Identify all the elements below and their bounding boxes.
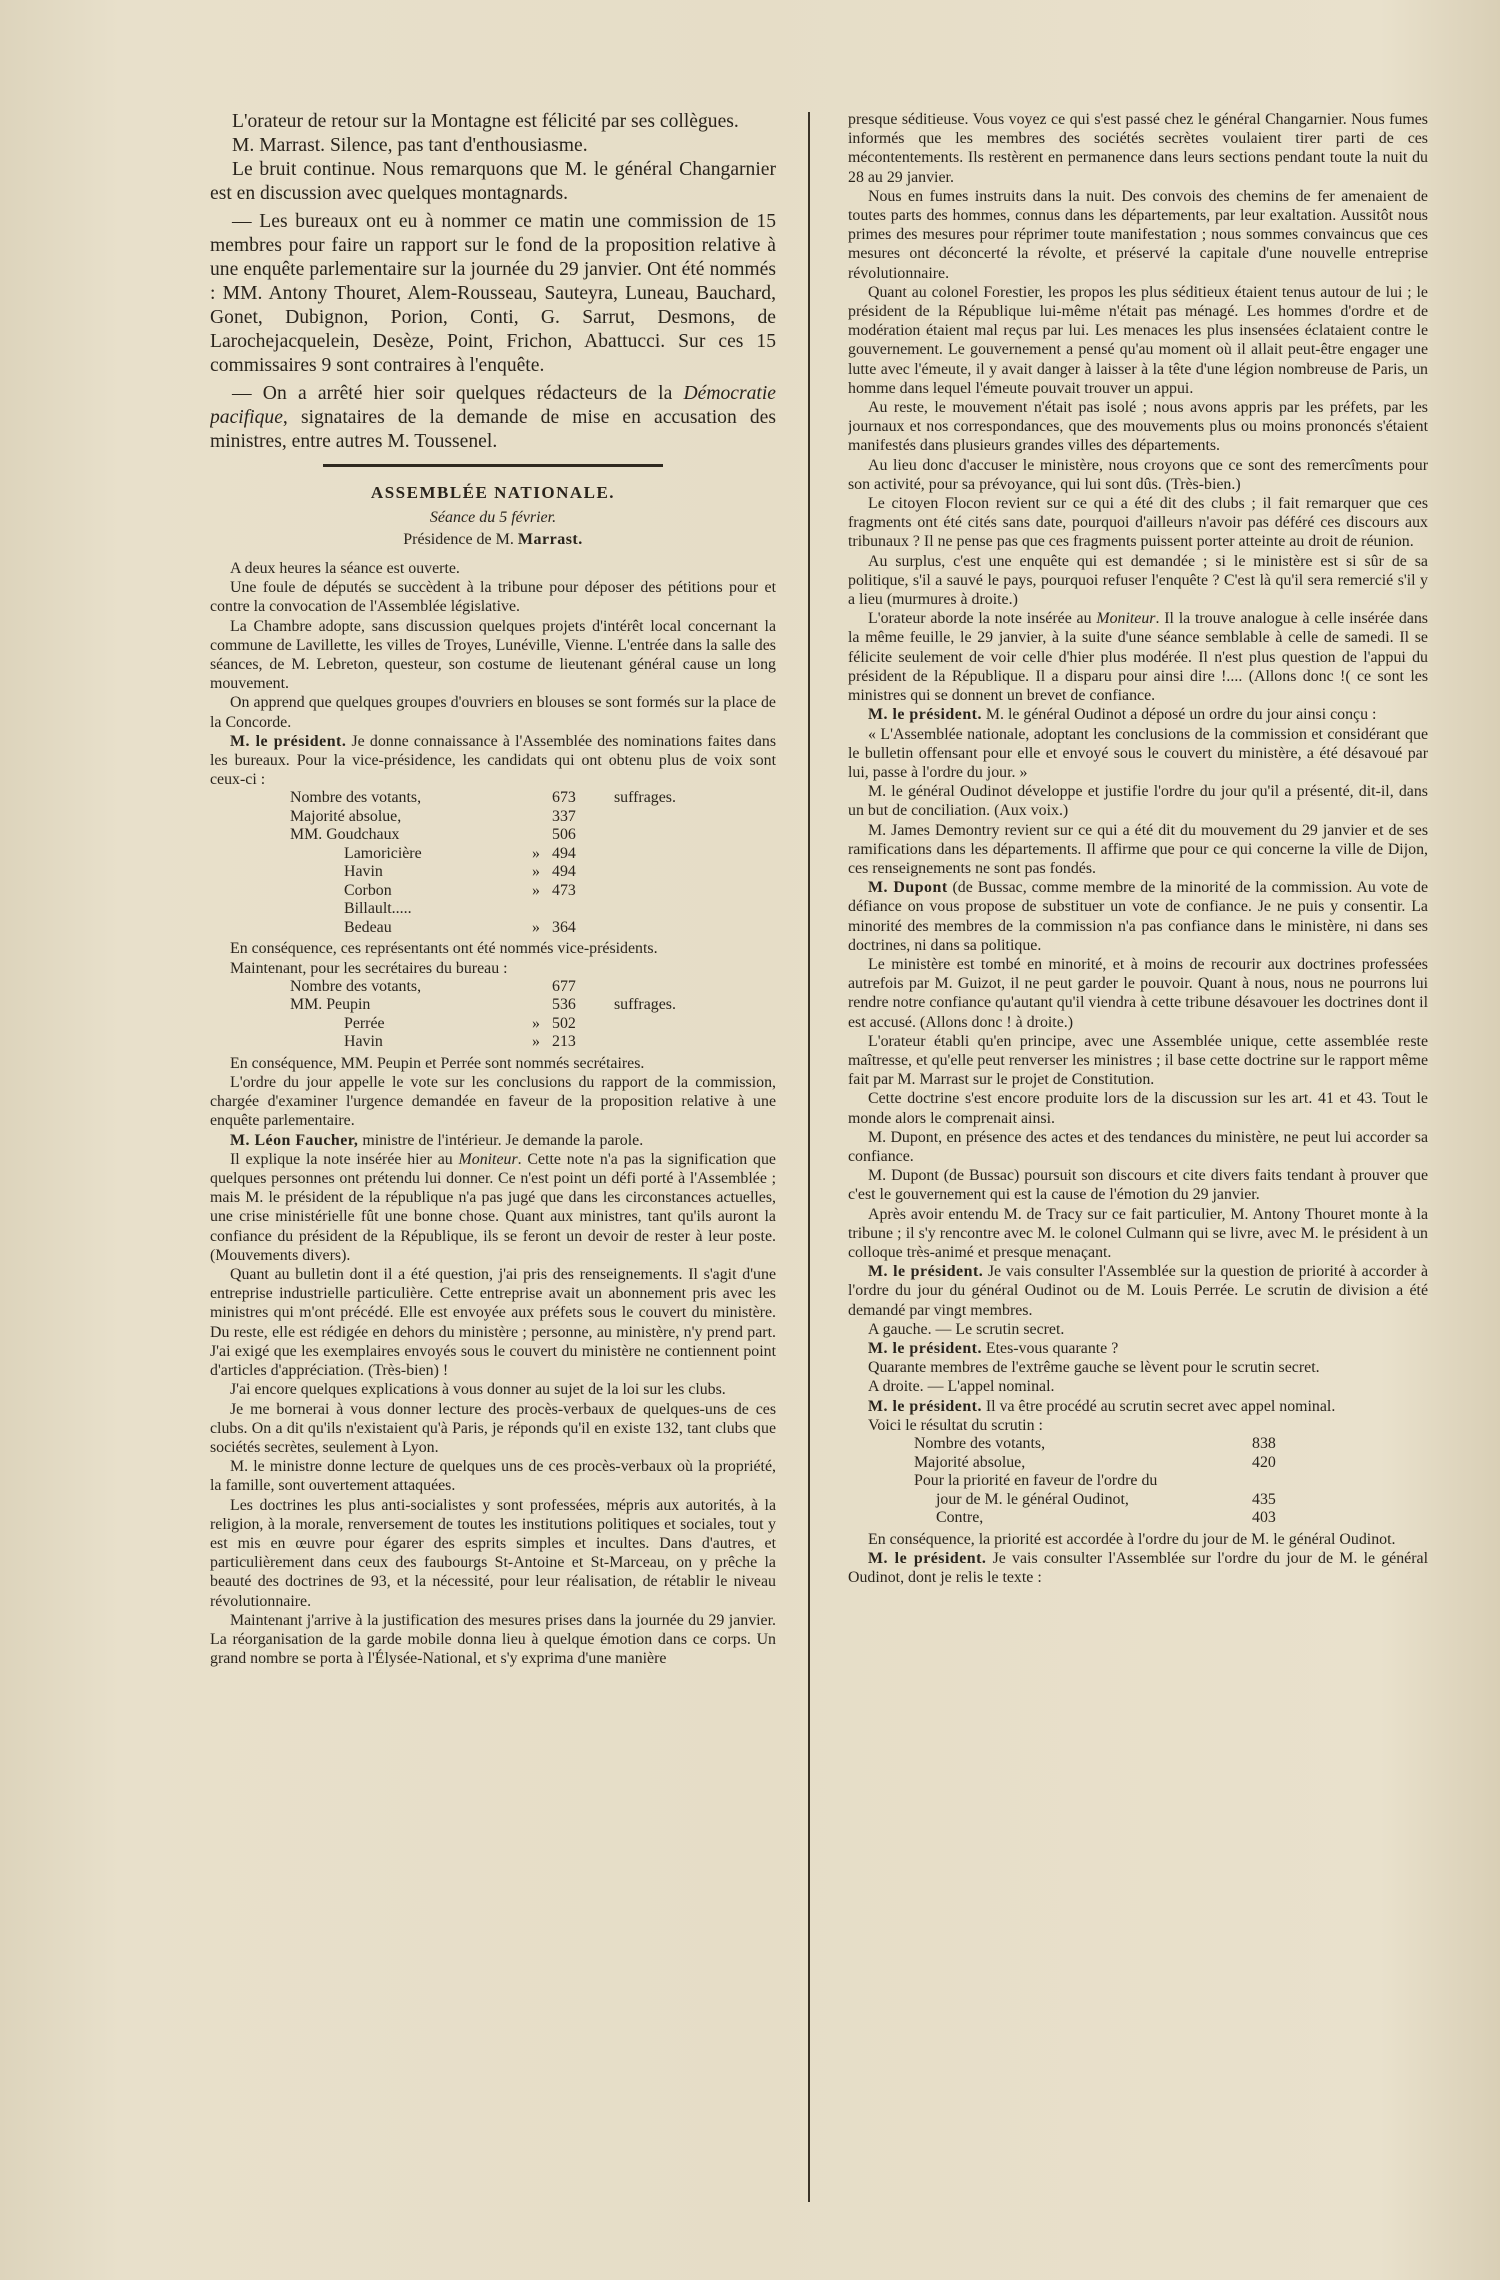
paragraph: M. le ministre donne lecture de quelques uns de ces procès-verbaux où la propriété, la famille, sont ouvertement attaquées.	[210, 1458, 776, 1495]
cell	[1252, 1472, 1284, 1491]
cell: 838	[1252, 1435, 1276, 1453]
cell	[614, 826, 720, 845]
cell: 677	[552, 977, 576, 995]
cell: MM. Peupin	[290, 996, 371, 1014]
cell	[614, 1033, 720, 1052]
cell: »	[532, 844, 540, 862]
cell: Havin	[344, 863, 383, 881]
paragraph: L'ordre du jour appelle le vote sur les conclusions du rapport de la commission, chargée d'examiner l'urgence demandée en faveur de la proposition relative à une enquête parlementaire.	[210, 1074, 776, 1130]
table-row	[290, 882, 720, 901]
paragraph: Voici le résultat du scrutin :	[868, 1416, 1043, 1434]
cell	[552, 900, 614, 919]
cell: »	[532, 1033, 540, 1051]
paragraph: Au reste, le mouvement n'était pas isolé ; nous avons appris par les préfets, par les journaux et nos correspondances, que des mouvements plus ou moins prononcés s'étaient manifestés dans plusieurs grandes villes des départements.	[848, 399, 1428, 455]
newspaper-title: Démocratie pacifique	[210, 383, 776, 428]
paragraph: presque séditieuse. Vous voyez ce qui s'est passé chez le général Changarnier. Nous fumes informés que les membres des sociétés secrètes voulaient tirer parti de ces mécontentements. Ils restèrent en permanence dans leurs sections pendant toute la nuit du 28 au 29 janvier.	[848, 111, 1428, 186]
newspaper-title: Moniteur	[1096, 610, 1156, 628]
text: Je donne connaissance à l'Assemblée des nominations faites dans les bureaux. Pour la vice-présidence, les candidats qui ont obtenu plus de voix sont ceux-ci :	[210, 732, 776, 789]
cell: 420	[1252, 1453, 1276, 1471]
paragraph: M. Dupont, en présence des actes et des tendances du ministère, ne peut lui accorder sa confiance.	[848, 1128, 1428, 1165]
cell: Majorité absolue,	[914, 1453, 1026, 1471]
paragraph: Le bruit continue. Nous remarquons que M. le général Changarnier est en discussion avec quelques montagnards.	[210, 159, 776, 204]
table-row	[290, 789, 720, 808]
scrutin-results	[914, 1435, 1284, 1528]
paragraph	[848, 1397, 1428, 1416]
chronicle-block	[210, 110, 776, 454]
cell	[614, 978, 720, 997]
paragraph	[848, 705, 1428, 724]
cell: Lamoricière	[344, 844, 422, 862]
table-row	[290, 863, 720, 882]
newspaper-title: Moniteur	[458, 1150, 518, 1168]
table-row	[290, 1033, 720, 1052]
cell: 403	[1252, 1509, 1276, 1527]
cell: 213	[552, 1033, 576, 1051]
paragraph: Nous en fumes instruits dans la nuit. Des convois des chemins de fer amenaient de toutes parts des hommes, connus dans les départements, par leur exaltation. Aussitôt nous primes des mesures pour réprimer toute manifestation ; nous sommes convaincus que ces mesures ont déconcerté la révolte, et préservé la capitale d'une nouvelle entreprise révolutionnaire.	[848, 187, 1428, 282]
cell	[526, 900, 552, 919]
paragraph: Je me bornerai à vous donner lecture des procès-verbaux de quelques-uns de ces clubs. On a dit qu'ils n'existaient qu'à Paris, je réponds qu'il en existe 132, tant clubs que sociétés secrètes, seulement à Lyon.	[210, 1400, 776, 1456]
text: Présidence de M.	[403, 531, 518, 548]
cell: Contre,	[936, 1509, 984, 1527]
paragraph: M. Dupont (de Bussac) poursuit son discours et cite divers faits tendant à prouver que c'est le gouvernement qui est la cause de l'émotion du 29 janvier.	[848, 1167, 1428, 1204]
paragraph: Maintenant j'arrive à la justification des mesures prises dans la journée du 29 janvier. La réorganisation de la garde mobile donna lieu à quelque émotion dans ce corps. Un grand nombre se porta à l'Élysée-National, et s'y exprima d'une manière	[210, 1611, 776, 1668]
paragraph: Quarante membres de l'extrême gauche se lèvent pour le scrutin secret.	[868, 1359, 1320, 1377]
text: Je vais consulter l'Assemblée sur l'ordre du jour de M. le général Oudinot, dont je relis le texte :	[848, 1549, 1428, 1586]
speaker-name: M. Léon Faucher,	[230, 1131, 359, 1149]
speaker-name: M. le président.	[868, 706, 982, 724]
paragraph: Au surplus, c'est une enquête qui est demandée ; si le ministère est si sûr de sa politique, s'il a sauvé le pays, pourquoi refuser l'enquête ? C'est là qu'il sera remercié s'il y a lieu (murmures à droite.)	[848, 552, 1428, 609]
cell: Billault.....	[344, 900, 412, 918]
table-row	[290, 826, 720, 845]
paragraph: En conséquence, ces représentants ont été nommés vice-présidents.	[230, 940, 658, 958]
section-separator	[323, 464, 663, 467]
paragraph	[210, 1150, 776, 1265]
paragraph: A droite. — L'appel nominal.	[868, 1378, 1055, 1396]
cell	[526, 826, 552, 845]
cell: suffrages.	[614, 789, 676, 807]
speaker-name: M. le président.	[868, 1549, 987, 1567]
table-row	[914, 1509, 1284, 1528]
cell	[614, 845, 720, 864]
paragraph: Les doctrines les plus anti-socialistes y sont professées, mépris aux autorités, à la religion, à la morale, renversement de toutes les institutions politiques et sociales, tout y est mis en œuvre pour égarer des esprits simples et incultes. Dans d'autres, et particulièrement dans ceux des faubourgs St-Antoine et St-Marceau, on y prêche la beauté des doctrines de 93, et la nécessité, pour leur réalisation, de rétablir le niveau révolutionnaire.	[210, 1496, 776, 1610]
president-name: Marrast.	[517, 531, 583, 548]
table-row	[290, 996, 720, 1015]
paragraph: Une foule de députés se succèdent à la tribune pour déposer des pétitions pour et contre la convocation de l'Assemblée législative.	[210, 579, 776, 616]
text: Je vais consulter l'Assemblée sur la question de priorité à accorder à l'ordre du jour du général Oudinot ou de M. Louis Perrée. Le scrutin de division a été demandé par vingt membres.	[848, 1263, 1428, 1319]
cell: Pour la priorité en faveur de l'ordre du	[914, 1472, 1158, 1490]
paragraph: — Les bureaux ont eu à nommer ce matin une commission de 15 membres pour faire un rapport sur le fond de la proposition relative à une enquête parlementaire sur la journée du 29 janvier. Ont été nommés : MM. Antony Thouret, Alem-Rousseau, Sauteyra, Luneau, Bauchard, Gonet, Dubignon, Porion, Conti, G. Sarrut, Desmons, de Larochejacquelein, Desèze, Point, Frichon, Abattucci. Sur ces 15 commissaires 9 sont contraires à l'enquête.	[210, 211, 776, 376]
table-row	[290, 978, 720, 997]
paragraph	[848, 609, 1428, 705]
paragraph	[848, 1339, 1428, 1358]
cell: Nombre des votants,	[290, 789, 422, 807]
table-row	[290, 919, 720, 938]
paragraph	[210, 382, 776, 454]
speaker-name: M. le président.	[868, 1340, 982, 1357]
paragraph: L'orateur établi qu'en principe, avec une Assemblée unique, cette assemblée reste maîtresse, et qu'elle peut renverser les ministres ; il base cette doctrine sur le rapport même fait par M. Marrast sur le projet de Constitution.	[848, 1032, 1428, 1089]
cell	[526, 789, 552, 808]
paragraph: On apprend que quelques groupes d'ouvriers en blouses se sont formés sur la place de la Concorde.	[210, 694, 776, 731]
text: (de Bussac, comme membre de la minorité de la commission. Au vote de défiance on vous propose de substituer un vote de confiance. Je ne puis y consentir. La minorité des membres de la commission n'a pas confiance dans le ministère, ni dans ses doctrines, ni dans sa politique.	[848, 879, 1428, 954]
right-column	[848, 110, 1428, 2220]
vice-president-results	[290, 789, 720, 937]
paragraph: L'orateur de retour sur la Montagne est félicité par ses collègues.	[232, 111, 739, 132]
table-row	[290, 900, 720, 919]
cell: Majorité absolue,	[290, 807, 402, 825]
cell: »	[532, 881, 540, 899]
table-row	[290, 808, 720, 827]
paragraph: La Chambre adopte, sans discussion quelques projets d'intérêt local concernant la commune de Lavillette, les villes de Troyes, Lunéville, Vienne. L'entrée dans la salle des séances, de M. Lebreton, questeur, son costume de lieutenant général cause un long mouvement.	[210, 617, 776, 693]
cell: MM. Goudchaux	[290, 826, 400, 844]
cell: »	[532, 1014, 540, 1032]
table-row	[290, 845, 720, 864]
cell	[526, 808, 552, 827]
paragraph: « L'Assemblée nationale, adoptant les conclusions de la commission et considérant que le bulletin offensant pour elle et envoyé sous le couvert du ministère, a été désavoué par lui, passe à l'ordre du jour. »	[848, 725, 1428, 781]
cell	[614, 863, 720, 882]
table-row	[290, 1015, 720, 1034]
text: M. le général Oudinot a déposé un ordre du jour ainsi conçu :	[981, 706, 1377, 724]
speaker-name: M. le président.	[230, 732, 347, 750]
paragraph: A deux heures la séance est ouverte.	[230, 560, 460, 577]
cell: 494	[552, 844, 576, 862]
paragraph: A gauche. — Le scrutin secret.	[868, 1320, 1065, 1338]
table-row	[914, 1491, 1284, 1510]
text: ministre de l'intérieur. Je demande la parole.	[358, 1131, 644, 1149]
cell: suffrages.	[614, 996, 676, 1014]
paragraph: En conséquence, MM. Peupin et Perrée sont nommés secrétaires.	[230, 1054, 645, 1072]
table-row	[914, 1454, 1284, 1473]
paragraph: Maintenant, pour les secrétaires du bureau :	[230, 959, 508, 977]
left-column	[210, 110, 776, 2220]
text: . Il la trouve analogue à celle insérée dans la même feuille, le 29 janvier, à la suite d'une séance semblable à celle de samedi. Il se félicite seulement de voir celle d'hier plus modérée. Il n'est plus question de l'appui du président de la République. Il a disparu pour ainsi dire !.... (Allons donc !( ce sont les ministres qui se donnent un brevet de confiance.	[848, 610, 1428, 705]
cell	[614, 1015, 720, 1034]
paragraph: Quant au bulletin dont il a été question, j'ai pris des renseignements. Il s'agit d'une entreprise industrielle particulière. Cette entreprise avait un abonnement pris avec les ministres qui m'ont précédé. Elle est envoyée aux préfets sous le couvert du ministère. Du reste, elle est rédigée en dehors du ministère ; personne, au ministère, n'y prend part. J'ai exigé que les exemplaires envoyés sous le couvert du ministère ne contiennent point d'articles d'appréciation. (Très-bien) !	[210, 1266, 776, 1380]
cell: Corbon	[344, 881, 392, 899]
cell	[526, 978, 552, 997]
text: Il va être procédé au scrutin secret avec appel nominal.	[981, 1397, 1336, 1415]
cell: Nombre des votants,	[914, 1435, 1046, 1453]
secretary-results	[290, 978, 720, 1052]
paragraph	[210, 1131, 776, 1150]
cell: 364	[552, 918, 576, 936]
text: . Cette note n'a pas la signification que quelques personnes ont prétendu lui donner. Ce n'est point un défi porté à l'Assemblée ; mais M. le président de la république n'a pas jugé que dans les circonstances actuelles, une crise ministérielle fût une bonne chose. Quant aux ministres, tant qu'ils auront la confiance du président de la République, ils se feront un devoir de rester à leur poste. (Mouvements divers).	[210, 1150, 776, 1264]
table-row	[914, 1472, 1284, 1491]
session-report	[210, 483, 776, 1668]
text: L'orateur aborde la note insérée au	[868, 610, 1097, 628]
cell	[614, 919, 720, 938]
presidence-line	[210, 531, 776, 549]
text: , signataires de la demande de mise en accusation des ministres, entre autres M. Toussenel.	[210, 407, 776, 452]
cell: 673	[552, 789, 576, 807]
text: — On a arrêté hier soir quelques rédacteurs de la	[232, 383, 684, 404]
speaker-name: M. le président.	[868, 1397, 982, 1415]
cell	[614, 808, 720, 827]
paragraph: Quant au colonel Forestier, les propos les plus séditieux étaient tenus autour de lui ; le président de la République lui-même n'était pas ménagé. Les hommes d'ordre et de modération étaient mal reçus par lui. Les menaces les plus insensées éclataient contre le gouvernement. Le gouvernement a pensé qu'au moment où il allait peut-être engager une lutte avec l'émeute, il y avait danger à laisser à la tête d'une légion nombreuse de Paris, un homme dans lequel l'émeute pouvait trouver un appui.	[848, 283, 1428, 397]
cell: 536	[552, 996, 576, 1014]
cell: »	[532, 863, 540, 881]
cell: Nombre des votants,	[290, 977, 422, 995]
cell: 506	[552, 826, 576, 844]
paragraph: En conséquence, la priorité est accordée à l'ordre du jour de M. le général Oudinot.	[868, 1530, 1396, 1548]
text: Il explique la note insérée hier au	[230, 1150, 459, 1168]
paragraph: J'ai encore quelques explications à vous donner au sujet de la loi sur les clubs.	[230, 1381, 726, 1399]
cell: Perrée	[344, 1014, 385, 1032]
column-rule	[808, 112, 810, 2202]
cell: Bedeau	[344, 918, 392, 936]
cell: 337	[552, 807, 576, 825]
paragraph	[848, 878, 1428, 955]
speaker-name: M. Dupont	[868, 879, 948, 897]
paragraph: Après avoir entendu M. de Tracy sur ce fait particulier, M. Antony Thouret monte à la tribune ; il s'y rencontre avec M. le colonel Culmann qui se livre, avec M. le président à un colloque très-animé et presque menaçant.	[848, 1205, 1428, 1261]
table-row	[914, 1435, 1284, 1454]
session-date: Séance du 5 février.	[429, 509, 557, 526]
cell: Havin	[344, 1033, 383, 1051]
speaker-name: M. le président.	[868, 1263, 984, 1281]
text: Etes-vous quarante ?	[981, 1340, 1119, 1357]
cell: 502	[552, 1014, 576, 1032]
cell	[526, 996, 552, 1015]
cell: »	[532, 918, 540, 936]
cell: 494	[552, 863, 576, 881]
cell: 435	[1252, 1490, 1276, 1508]
cell	[614, 882, 720, 901]
cell: jour de M. le général Oudinot,	[936, 1490, 1129, 1508]
paragraph	[210, 732, 776, 790]
paragraph: M. le général Oudinot développe et justifie l'ordre du jour qu'il a présenté, dit-il, dans un but de conciliation. (Aux voix.)	[848, 783, 1428, 820]
paragraph: M. Marrast. Silence, pas tant d'enthousiasme.	[232, 135, 588, 156]
cell: 473	[552, 881, 576, 899]
paragraph: Cette doctrine s'est encore produite lors de la discussion sur les art. 41 et 43. Tout le monde alors le comprenait ainsi.	[848, 1090, 1428, 1127]
paragraph: M. James Demontry revient sur ce qui a été dit du mouvement du 29 janvier et de ses ramifications dans les départements. Il affirme que pour ce qui concerne la ville de Dijon, ces renseignements ne sont pas fondés.	[848, 821, 1428, 877]
paragraph: Le ministère est tombé en minorité, et à moins de recourir aux doctrines professées autrefois par M. Guizot, il ne peut garder le pouvoir. Quant à nous, nous ne pourrons lui rendre notre confiance qu'autant qu'il viendra à cette tribune désavouer les doctrines dont il est accusé. (Allons donc ! à droite.)	[848, 955, 1428, 1031]
section-heading: ASSEMBLÉE NATIONALE.	[370, 483, 616, 502]
paragraph: Le citoyen Flocon revient sur ce qui a été dit des clubs ; il fait remarquer que ces fragments ont été cités sans date, pourquoi d'ailleurs n'avoir pas déféré ces discours aux tribunaux ? Il ne pense pas que ces fragments puissent porter atteinte au droit de réunion.	[848, 495, 1428, 551]
paragraph: Au lieu donc d'accuser le ministère, nous croyons que ce sont des remercîments pour son activité, pour sa prévoyance, qui lui sont dûs. (Très-bien.)	[848, 456, 1428, 493]
paragraph	[848, 1549, 1428, 1587]
paragraph	[848, 1262, 1428, 1320]
cell	[614, 900, 720, 919]
